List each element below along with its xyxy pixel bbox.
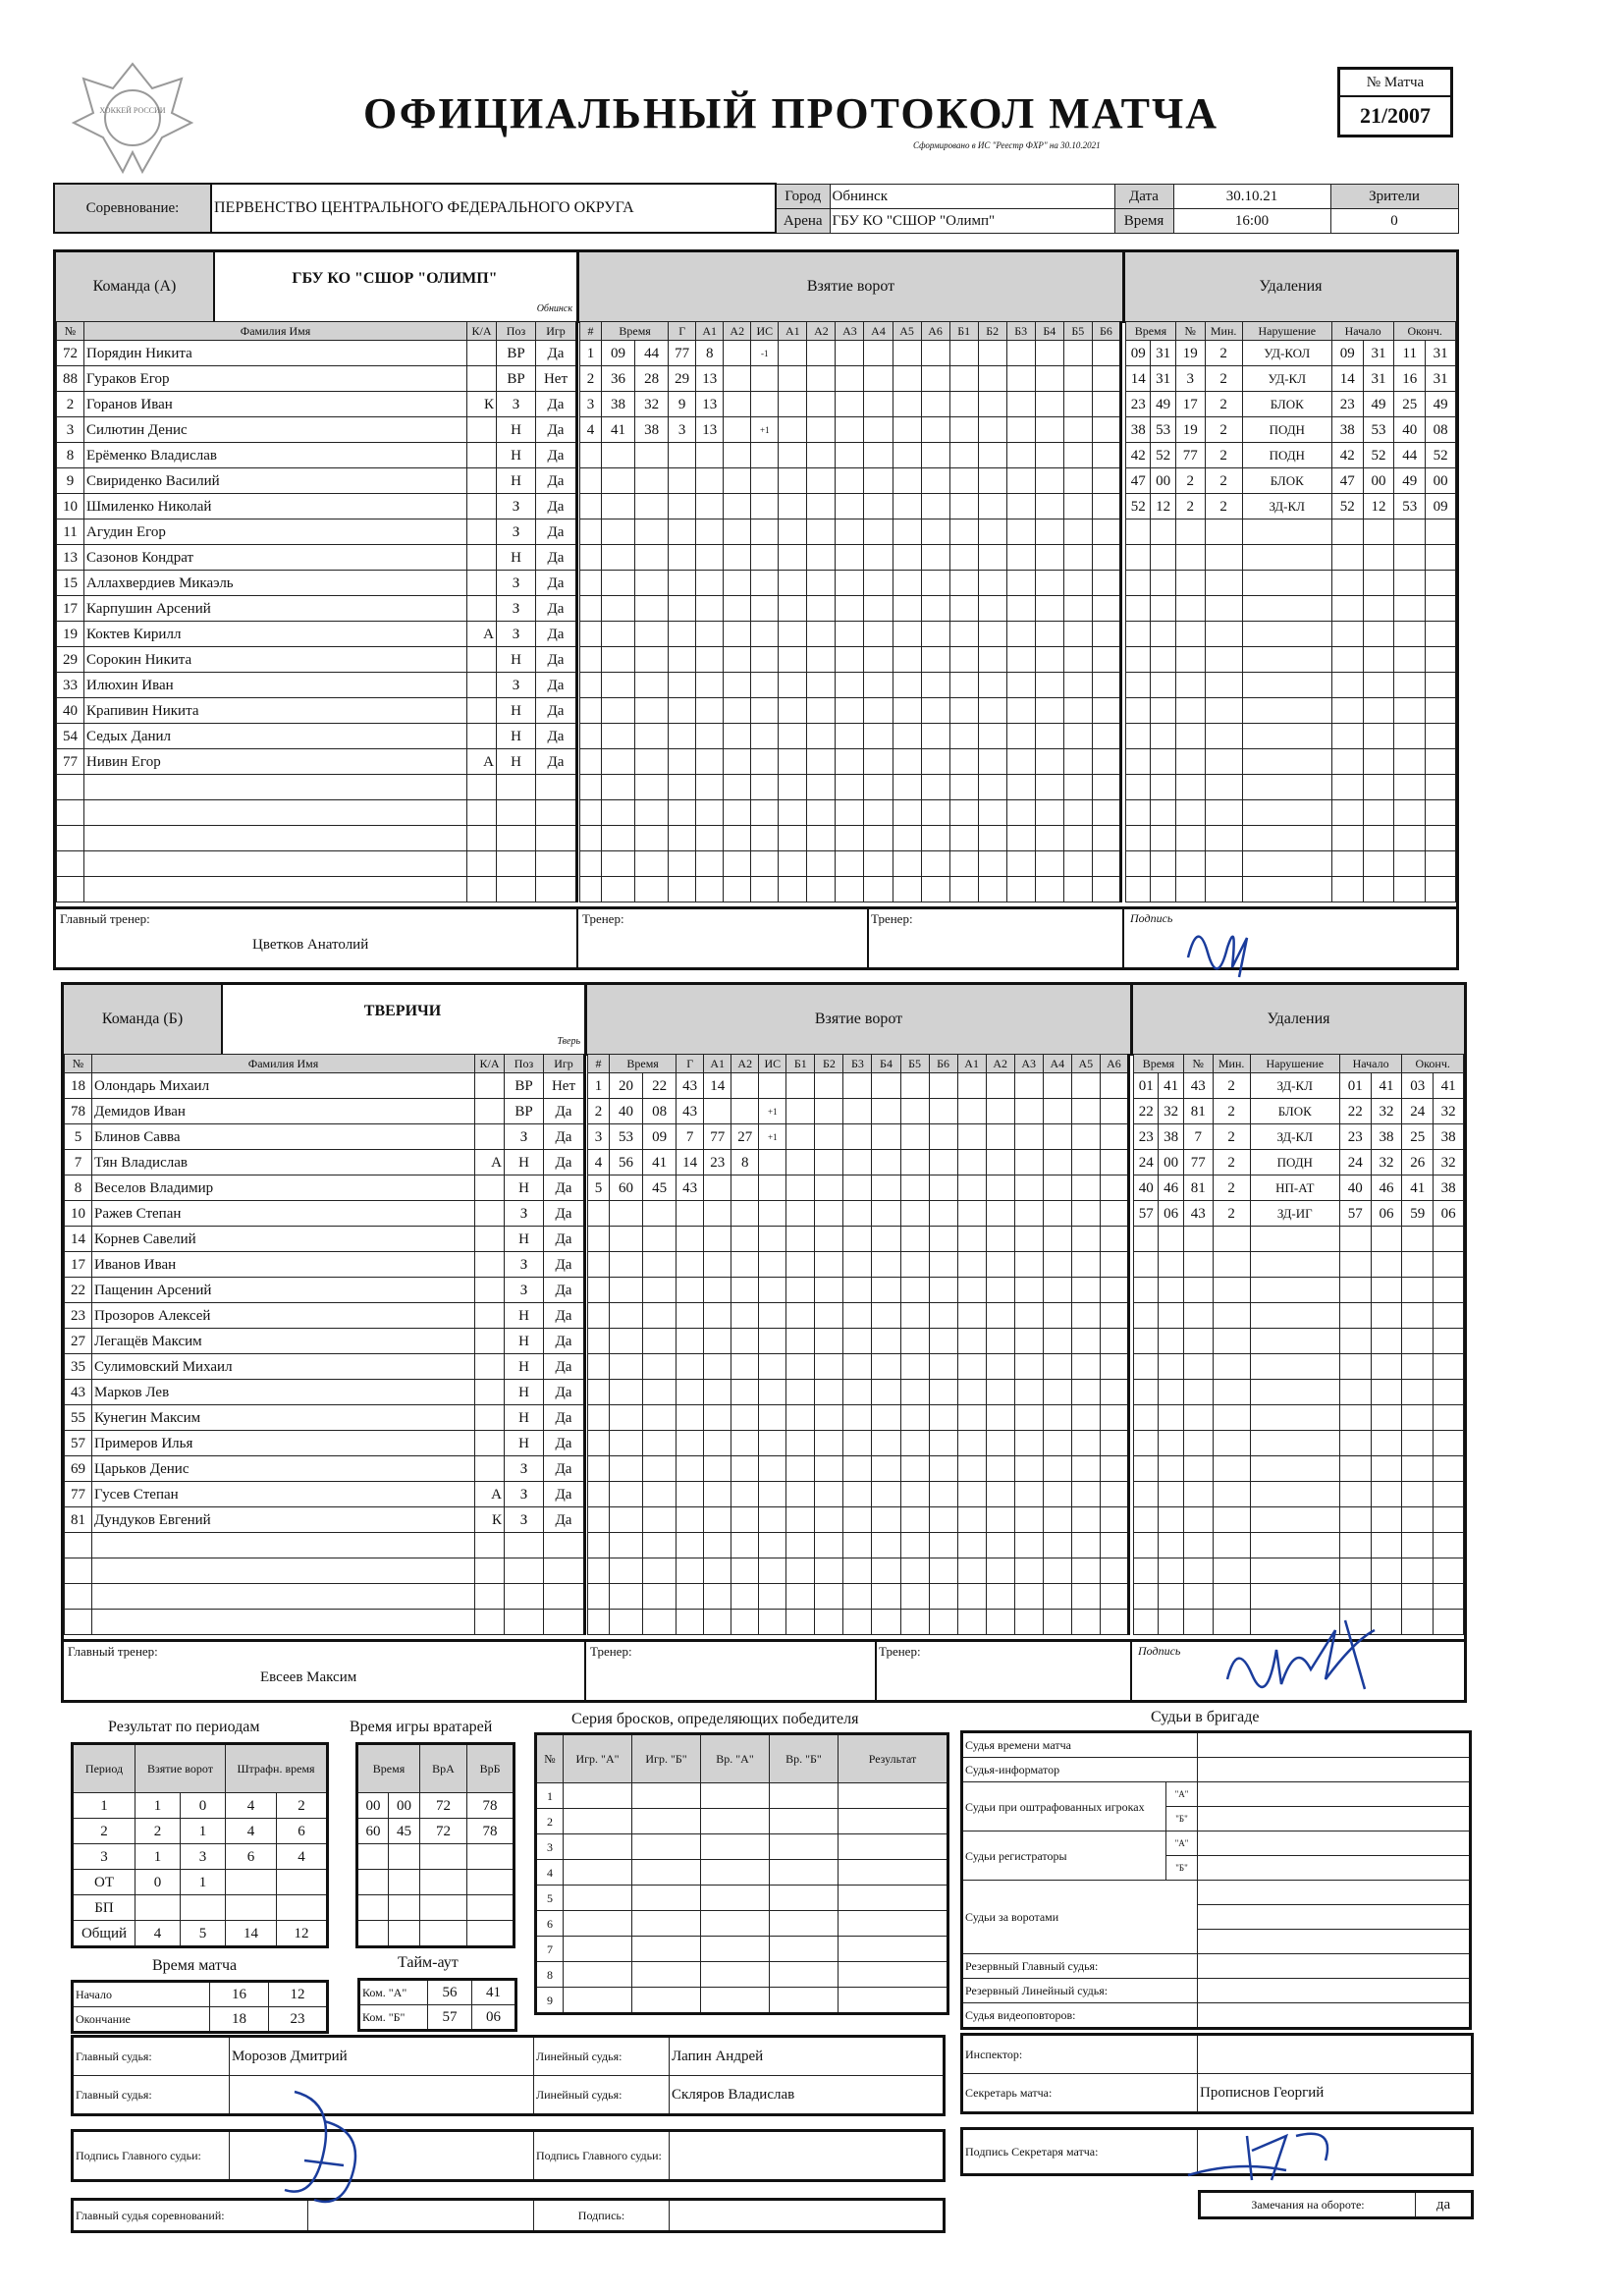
- table-row: 29 Сорокин Никита Н Да: [57, 647, 577, 673]
- table-row: [57, 800, 577, 826]
- penalties-table: Время № Мин. Нарушение Начало Оконч. 09 31 19 2 УД-КОЛ 09 31 11 31 14 31 3 2 УД-КЛ 14 31 16 31 23 49 17 2 БЛОК 23 49 25 49 38 53 19 2 ПОДН 38 53 40 08 42 52 77 2 ПОДН 42 52 44 52 47 00 2 2 БЛОК 47 00 49 00 52 12 2 2 ЗД-КЛ 52 12 53 09: [1125, 321, 1456, 902]
- goal-row: 4 41 38 3 13 +1: [580, 417, 1121, 443]
- goal-row: [588, 1303, 1129, 1329]
- goal-row: 3 53 09 7 77 27 +1: [588, 1124, 1129, 1150]
- goal-row: [580, 622, 1121, 647]
- goal-row: [588, 1507, 1129, 1533]
- goals-header: Взятие ворот: [579, 252, 1125, 323]
- info-table: Соревнование: ПЕРВЕНСТВО ЦЕНТРАЛЬНОГО ФЕДЕРАЛЬНОГО ОКРУГА Город Обнинск Дата 30.10.21 Зрители Арена ГБУ КО "СШОР "Олимп" Время 16:00 0: [53, 183, 1459, 234]
- shootout-row: 4: [536, 1860, 948, 1886]
- shootout-row: 5: [536, 1886, 948, 1911]
- match-start-min: 12: [269, 1982, 328, 2007]
- goal-row: [588, 1558, 1129, 1584]
- penalty-row: [1126, 826, 1456, 851]
- goals-header: Взятие ворот: [587, 985, 1133, 1056]
- table-row: 14 Корнев Савелий Н Да: [65, 1227, 585, 1252]
- goal-row: [588, 1610, 1129, 1635]
- penalty-row: 23 38 7 2 ЗД-КЛ 23 38 25 38: [1134, 1124, 1464, 1150]
- match-start-hour: 16: [210, 1982, 269, 2007]
- table-row: 43 Марков Лев Н Да: [65, 1380, 585, 1405]
- penalty-row: 22 32 81 2 БЛОК 22 32 24 32: [1134, 1099, 1464, 1124]
- table-row: 7 Тян Владислав А Н Да: [65, 1150, 585, 1175]
- penalty-row: 38 53 19 2 ПОДН 38 53 40 08: [1126, 417, 1456, 443]
- table-row: 55 Кунегин Максим Н Да: [65, 1405, 585, 1431]
- table-row: [57, 877, 577, 902]
- table-row: 17 Карпушин Арсений З Да: [57, 596, 577, 622]
- penalty-row: 09 31 19 2 УД-КОЛ 09 31 11 31: [1126, 341, 1456, 366]
- roster-table: № Фамилия Имя К/А Поз Игр 72 Порядин Никита ВР Да 88 Гураков Егор ВР Нет 2 Горанов Иван К З Да 3 Силютин Денис Н Да 8 Ерёменко Владислав Н Да 9 Свириденко Василий Н Да 10 Шмиленко Николай З Да 11 Агудин Егор З Да 13 Сазонов Кондрат Н Да 15 Аллахвердиев Микаэль З Да 17 Карпушин Арсений З Да 19 Коктев Кирилл А З Да 29 Сорокин Никита Н Да 33 Илюхин Иван З Да 40 Крапивин Никита Н Да 54 Седых Данил Н Да 77 Нивин Егор А Н Да: [56, 321, 578, 902]
- goalie-row: [357, 1844, 514, 1870]
- penalty-row: 42 52 77 2 ПОДН 42 52 44 52: [1126, 443, 1456, 468]
- inspector-table: Инспектор: Секретарь матча: Прописнов Георгий: [960, 2033, 1474, 2114]
- match-end-min: 23: [269, 2007, 328, 2033]
- goal-row: [588, 1584, 1129, 1610]
- table-row: 23 Прозоров Алексей Н Да: [65, 1303, 585, 1329]
- table-row: 18 Олондарь Михаил ВР Нет: [65, 1073, 585, 1099]
- table-row: 5 Блинов Савва З Да: [65, 1124, 585, 1150]
- goal-row: 4 56 41 14 23 8: [588, 1150, 1129, 1175]
- coach-a-signature: [1178, 908, 1267, 987]
- team-label: Команда (А): [56, 252, 215, 321]
- penalty-row: [1126, 851, 1456, 877]
- goal-row: [580, 519, 1121, 545]
- table-row: [65, 1558, 585, 1584]
- team-name: ТВЕРИЧИ: [363, 1003, 442, 1019]
- period-row: ОТ 0 1: [73, 1870, 328, 1895]
- goal-row: [588, 1354, 1129, 1380]
- table-row: 19 Коктев Кирилл А З Да: [57, 622, 577, 647]
- linesman-2: Скляров Владислав: [670, 2076, 945, 2115]
- goal-row: [588, 1482, 1129, 1507]
- penalty-row: [1126, 596, 1456, 622]
- goal-row: [580, 571, 1121, 596]
- table-row: 10 Ражев Степан З Да: [65, 1201, 585, 1227]
- head-coach-name: Евсеев Максим: [260, 1669, 357, 1685]
- table-row: 15 Аллахвердиев Микаэль З Да: [57, 571, 577, 596]
- goal-row: [580, 851, 1121, 877]
- goal-row: [588, 1252, 1129, 1278]
- goal-row: [580, 724, 1121, 749]
- page-subtitle: Сформировано в ИС "Реестр ФХР" на 30.10.2021: [913, 140, 1101, 150]
- match-number-box: № Матча 21/2007: [1337, 67, 1453, 137]
- penalty-row: [1126, 647, 1456, 673]
- goal-row: [580, 443, 1121, 468]
- team-header: [56, 252, 579, 323]
- goal-row: [580, 877, 1121, 902]
- remarks-table: Замечания на обороте: да: [1198, 2190, 1474, 2219]
- goal-row: [580, 826, 1121, 851]
- table-row: 57 Примеров Илья Н Да: [65, 1431, 585, 1456]
- table-row: 17 Иванов Иван З Да: [65, 1252, 585, 1278]
- goal-row: 2 40 08 43 +1: [588, 1099, 1129, 1124]
- goal-row: [580, 545, 1121, 571]
- penalty-row: 14 31 3 2 УД-КЛ 14 31 16 31: [1126, 366, 1456, 392]
- goal-row: [580, 800, 1121, 826]
- goal-row: [588, 1227, 1129, 1252]
- period-row: 1 1 0 4 2: [73, 1793, 328, 1819]
- goal-row: 1 09 44 77 8 -1: [580, 341, 1121, 366]
- table-row: 77 Нивин Егор А Н Да: [57, 749, 577, 775]
- goals-table: # Время Г А1 А2 ИС А1 А2 А3 А4 А5 А6 Б1 Б2 Б3 Б4 Б5 Б6 1 09 44 77 8 -1 2 36 28 29 13 3 38 32 9 13 4 41 38 3 13 +1: [579, 321, 1122, 902]
- goal-row: [588, 1533, 1129, 1558]
- table-row: 72 Порядин Никита ВР Да: [57, 341, 577, 366]
- penalty-row: [1134, 1533, 1464, 1558]
- match-number: 21/2007: [1359, 103, 1432, 128]
- penalty-row: [1134, 1558, 1464, 1584]
- table-row: 10 Шмиленко Николай З Да: [57, 494, 577, 519]
- penalty-row: [1134, 1303, 1464, 1329]
- coach-b-signature: [1218, 1601, 1394, 1699]
- shootout-row: 8: [536, 1962, 948, 1988]
- goal-row: 5 60 45 43: [588, 1175, 1129, 1201]
- penalty-row: [1126, 724, 1456, 749]
- roster-table: № Фамилия Имя К/А Поз Игр 18 Олондарь Михаил ВР Нет 78 Демидов Иван ВР Да 5 Блинов Савва З Да 7 Тян Владислав А Н Да 8 Веселов Владимир Н Да 10 Ражев Степан З Да 14 Корнев Савелий Н Да 17 Иванов Иван З Да 22 Пащенин Арсений З Да 23 Прозоров Алексей Н Да 27 Легащёв Максим Н Да 35 Сулимовский Михаил Н Да 43 Марков Лев Н Да 55 Кунегин Максим Н Да 57 Примеров Илья Н Да 69 Царьков Денис З Да 77 Гусев Степан А З Да 81 Дундуков Евгений К З Да: [64, 1054, 586, 1635]
- penalty-row: 57 06 43 2 ЗД-ИГ 57 06 59 06: [1134, 1201, 1464, 1227]
- table-row: 13 Сазонов Кондрат Н Да: [57, 545, 577, 571]
- table-row: 22 Пащенин Арсений З Да: [65, 1278, 585, 1303]
- goalie-row: [357, 1870, 514, 1895]
- penalty-row: [1126, 571, 1456, 596]
- table-row: 11 Агудин Егор З Да: [57, 519, 577, 545]
- shootout-row: 7: [536, 1937, 948, 1962]
- logo: [54, 44, 211, 182]
- table-row: 35 Сулимовский Михаил Н Да: [65, 1354, 585, 1380]
- table-row: 81 Дундуков Евгений К З Да: [65, 1507, 585, 1533]
- penalty-row: [1126, 877, 1456, 902]
- table-row: 54 Седых Данил Н Да: [57, 724, 577, 749]
- secretary-name: Прописнов Георгий: [1198, 2074, 1473, 2113]
- table-row: [57, 775, 577, 800]
- penalty-row: [1126, 800, 1456, 826]
- competition: ПЕРВЕНСТВО ЦЕНТРАЛЬНОГО ФЕДЕРАЛЬНОГО ОКРУГА: [211, 184, 776, 233]
- penalty-row: [1126, 698, 1456, 724]
- period-row: Общий 4 5 14 12: [73, 1921, 328, 1947]
- goal-row: [588, 1201, 1129, 1227]
- linesman-1: Лапин Андрей: [670, 2037, 945, 2076]
- period-row: 2 2 1 4 6: [73, 1819, 328, 1844]
- goal-row: [588, 1456, 1129, 1482]
- table-row: 8 Веселов Владимир Н Да: [65, 1175, 585, 1201]
- spectators: 0: [1330, 208, 1458, 233]
- penalty-row: [1134, 1456, 1464, 1482]
- penalty-row: [1126, 519, 1456, 545]
- goal-row: 3 38 32 9 13: [580, 392, 1121, 417]
- team-city: Тверь: [557, 1036, 580, 1047]
- date: 30.10.21: [1173, 184, 1330, 208]
- penalty-row: [1126, 622, 1456, 647]
- remarks-value: да: [1416, 2192, 1473, 2218]
- officials-table: Судья времени матча Судья-информатор Судьи при оштрафованных игроках "А" "Б" Судьи регистраторы "А" "Б" Судьи за воротами Резервный Главный судья: Резервный Линейный судья: Судья видеоповторов:: [960, 1730, 1472, 2030]
- goal-row: [580, 468, 1121, 494]
- match-end-hour: 18: [210, 2007, 269, 2033]
- penalty-row: [1134, 1329, 1464, 1354]
- shootout-row: 2: [536, 1809, 948, 1834]
- referees-table: Главный судья: Морозов Дмитрий Линейный судья: Лапин Андрей Главный судья: Линейный судья: Скляров Владислав: [71, 2035, 946, 2116]
- penalty-row: [1134, 1482, 1464, 1507]
- referee-signature-table: Подпись Главного судьи: Подпись Главного судьи:: [71, 2129, 946, 2182]
- arena: ГБУ КО "СШОР "Олимп": [830, 208, 1114, 233]
- secretary-signature-table: Подпись Секретаря матча:: [960, 2127, 1474, 2176]
- main-referee-1: Морозов Дмитрий: [230, 2037, 534, 2076]
- team-b-block: [61, 982, 1467, 1703]
- penalty-row: [1134, 1278, 1464, 1303]
- penalty-row: 24 00 77 2 ПОДН 24 32 26 32: [1134, 1150, 1464, 1175]
- goal-row: 1 20 22 43 14: [588, 1073, 1129, 1099]
- goal-row: [588, 1329, 1129, 1354]
- table-row: [65, 1584, 585, 1610]
- shootout-row: 6: [536, 1911, 948, 1937]
- goal-row: [580, 775, 1121, 800]
- penalty-row: [1134, 1380, 1464, 1405]
- table-row: [57, 826, 577, 851]
- competition-referee-table: Главный судья соревнований: Подпись:: [71, 2198, 946, 2233]
- head-coach-name: Цветков Анатолий: [252, 937, 369, 953]
- penalty-row: [1134, 1354, 1464, 1380]
- penalties-table: Время № Мин. Нарушение Начало Оконч. 01 41 43 2 ЗД-КЛ 01 41 03 41 22 32 81 2 БЛОК 22 32 24 32 23 38 7 2 ЗД-КЛ 23 38 25 38 24 00 77 2 ПОДН 24 32 26 32 40 46 81 2 НП-АТ 40 46 41 38 57 06 43 2 ЗД-ИГ 57 06 59 06: [1133, 1054, 1464, 1635]
- table-row: 69 Царьков Денис З Да: [65, 1456, 585, 1482]
- goal-row: [580, 673, 1121, 698]
- team-header: [64, 985, 587, 1056]
- team-name: ГБУ КО "СШОР "ОЛИМП": [292, 270, 498, 287]
- goalie-row: 60 45 72 78: [357, 1819, 514, 1844]
- penalty-row: [1126, 775, 1456, 800]
- goal-row: 2 36 28 29 13: [580, 366, 1121, 392]
- coach-row: Главный тренер: Цветков Анатолий Тренер: Тренер: Подпись: [56, 906, 1456, 970]
- penalties-header: Удаления: [1125, 252, 1456, 323]
- penalty-row: [1126, 545, 1456, 571]
- goal-row: [580, 596, 1121, 622]
- goal-row: [580, 647, 1121, 673]
- penalty-row: 52 12 2 2 ЗД-КЛ 52 12 53 09: [1126, 494, 1456, 519]
- coach-row: Главный тренер: Евсеев Максим Тренер: Тренер: Подпись: [64, 1639, 1464, 1703]
- goalie-row: [357, 1921, 514, 1947]
- period-row: БП: [73, 1895, 328, 1921]
- goal-row: [588, 1405, 1129, 1431]
- main-referee-signature: [255, 2072, 393, 2219]
- page-title: ОФИЦИАЛЬНЫЙ ПРОТОКОЛ МАТЧА: [363, 89, 1219, 137]
- goal-row: [580, 698, 1121, 724]
- penalty-row: [1134, 1431, 1464, 1456]
- team-label: Команда (Б): [64, 985, 223, 1054]
- penalty-row: [1134, 1507, 1464, 1533]
- shootout-row: 1: [536, 1783, 948, 1809]
- goal-row: [588, 1380, 1129, 1405]
- period-results-table: Период Взятие ворот Штрафн. время 1 1 0 4 2 2 2 1 4 6 3 1 3 6 4 ОТ 0 1 БП Общий 4 5 14 12: [71, 1742, 329, 1948]
- table-row: 9 Свириденко Василий Н Да: [57, 468, 577, 494]
- start-time: 16:00: [1173, 208, 1330, 233]
- goal-row: [588, 1278, 1129, 1303]
- team-city: Обнинск: [536, 303, 572, 314]
- table-row: [57, 851, 577, 877]
- team-a-block: [53, 249, 1459, 970]
- table-row: [65, 1533, 585, 1558]
- match-time-table: Начало 16 12 Окончание 18 23: [71, 1980, 329, 2034]
- goal-row: [580, 494, 1121, 519]
- goal-row: [588, 1431, 1129, 1456]
- table-row: 78 Демидов Иван ВР Да: [65, 1099, 585, 1124]
- penalties-header: Удаления: [1133, 985, 1464, 1056]
- goalie-time-table: Время ВрА ВрБ 00 00 72 78 60 45 72 78: [355, 1742, 515, 1948]
- goalie-row: 00 00 72 78: [357, 1793, 514, 1819]
- table-row: 88 Гураков Егор ВР Нет: [57, 366, 577, 392]
- table-row: 33 Илюхин Иван З Да: [57, 673, 577, 698]
- goalie-row: [357, 1895, 514, 1921]
- penalty-row: 47 00 2 2 БЛОК 47 00 49 00: [1126, 468, 1456, 494]
- table-row: [65, 1610, 585, 1635]
- penalty-row: 40 46 81 2 НП-АТ 40 46 41 38: [1134, 1175, 1464, 1201]
- timeout-table: Ком. "А" 56 41 Ком. "Б" 57 06: [357, 1978, 517, 2032]
- city: Обнинск: [830, 184, 1114, 208]
- penalty-row: [1134, 1405, 1464, 1431]
- penalty-row: 01 41 43 2 ЗД-КЛ 01 41 03 41: [1134, 1073, 1464, 1099]
- table-row: 77 Гусев Степан А З Да: [65, 1482, 585, 1507]
- penalty-row: [1134, 1227, 1464, 1252]
- shootout-row: 9: [536, 1988, 948, 2014]
- goal-row: [580, 749, 1121, 775]
- penalty-row: [1126, 673, 1456, 698]
- secretary-signature: [1178, 2121, 1355, 2190]
- shootout-table: № Игр. "А" Игр. "Б" Вр. "А" Вр. "Б" Результат 1 2 3 4 5 6 7 8 9: [534, 1732, 949, 2015]
- period-row: 3 1 3 6 4: [73, 1844, 328, 1870]
- penalty-row: 23 49 17 2 БЛОК 23 49 25 49: [1126, 392, 1456, 417]
- table-row: 40 Крапивин Никита Н Да: [57, 698, 577, 724]
- penalty-row: [1126, 749, 1456, 775]
- logo-text: ХОККЕЙ РОССИИ: [99, 106, 166, 115]
- table-row: 3 Силютин Денис Н Да: [57, 417, 577, 443]
- table-row: 27 Легащёв Максим Н Да: [65, 1329, 585, 1354]
- table-row: 2 Горанов Иван К З Да: [57, 392, 577, 417]
- penalty-row: [1134, 1252, 1464, 1278]
- shootout-row: 3: [536, 1834, 948, 1860]
- table-row: 8 Ерёменко Владислав Н Да: [57, 443, 577, 468]
- goals-table: # Время Г А1 А2 ИС Б1 Б2 Б3 Б4 Б5 Б6 А1 А2 А3 А4 А5 А6 1 20 22 43 14 2 40 08 43 +1 3 53 09 7 77 27 +1 4 56 41 14 23 8 5 60 45 43: [587, 1054, 1130, 1635]
